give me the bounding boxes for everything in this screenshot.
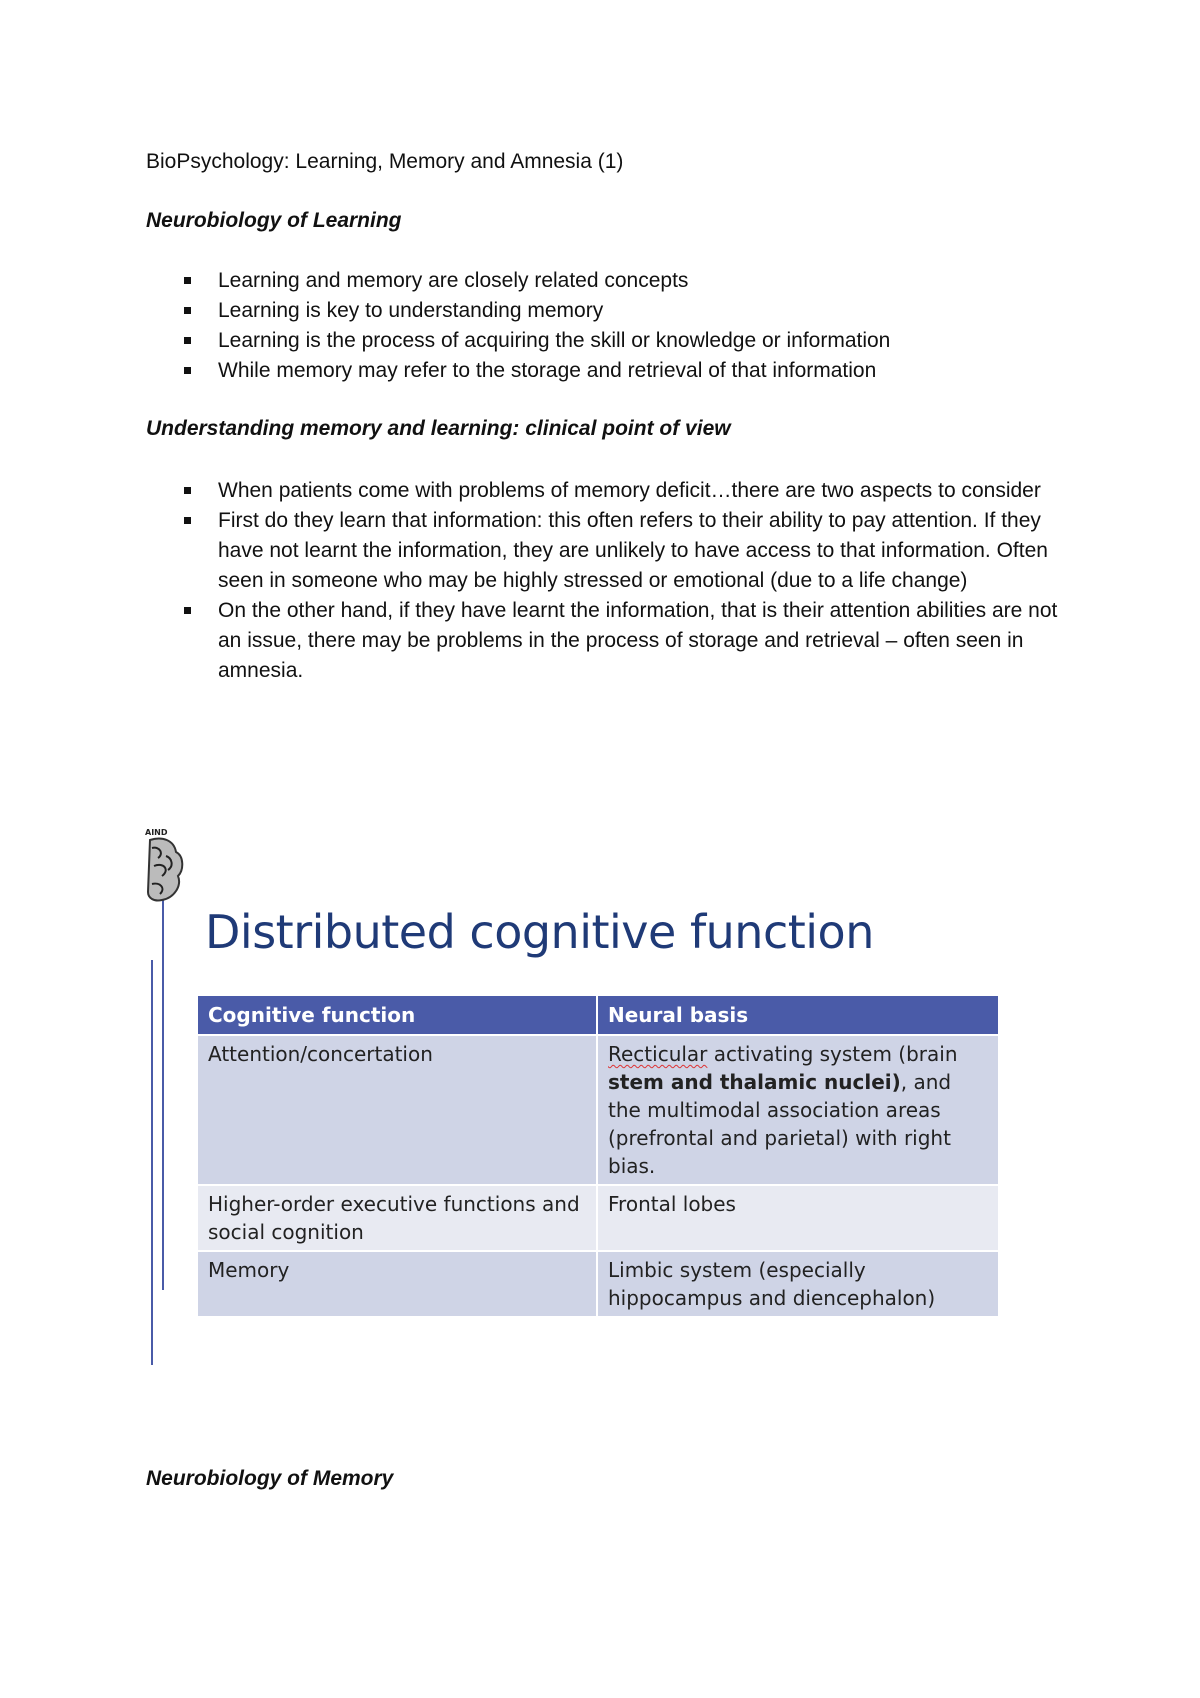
square-bullet-icon (184, 487, 191, 494)
square-bullet-icon (184, 607, 191, 614)
section-heading-learning: Neurobiology of Learning (146, 209, 402, 232)
table-row (197, 1035, 999, 1185)
table-cell: Higher-order executive functions and social cognition (197, 1185, 597, 1251)
table-row (197, 1185, 999, 1251)
list-item: Learning is the process of acquiring the skill or knowledge or information (146, 326, 1086, 356)
list-item: Learning and memory are closely related concepts (146, 266, 1086, 296)
svg-text:AIND: AIND (145, 828, 168, 837)
list-item: First do they learn that information: this often refers to their ability to pay attention. If they have not learnt the information, they are unlikely to have access to that information. Often seen in someone who may be highly stressed or emotional (due to a life change) (146, 506, 1086, 596)
square-bullet-icon (184, 337, 191, 344)
table-cell: Recticular activating system (brain stem and thalamic nuclei), and the multimodal association areas (prefrontal and parietal) with right bias. (597, 1035, 999, 1185)
cognitive-function-table (196, 994, 1000, 1318)
learning-bullet-list (146, 266, 1086, 386)
section-heading-memory: Neurobiology of Memory (146, 1467, 394, 1490)
table-row (197, 1251, 999, 1317)
square-bullet-icon (184, 277, 191, 284)
page-title: BioPsychology: Learning, Memory and Amnesia (1) (146, 150, 624, 173)
table-cell: Limbic system (especially hippocampus and diencephalon) (597, 1251, 999, 1317)
spellcheck-word: Recticular (608, 1042, 708, 1066)
table-cell: Attention/concertation (197, 1035, 597, 1185)
table-cell: Frontal lobes (597, 1185, 999, 1251)
list-item: Learning is key to understanding memory (146, 296, 1086, 326)
slide-accent-bar (151, 960, 153, 1365)
list-item: On the other hand, if they have learnt the information, that is their attention abilities are not an issue, there may be problems in the process of storage and retrieval – often seen in amnesia. (146, 596, 1086, 686)
section-heading-clinical: Understanding memory and learning: clinical point of view (146, 417, 731, 440)
list-item: When patients come with problems of memory deficit…there are two aspects to consider (146, 476, 1086, 506)
brain-logo-icon (144, 826, 186, 904)
slide-title: Distributed cognitive function (205, 905, 874, 959)
square-bullet-icon (184, 367, 191, 374)
slide-accent-bar (162, 900, 164, 1290)
table-header-row (197, 995, 999, 1035)
clinical-bullet-list (146, 476, 1086, 686)
table-cell: Memory (197, 1251, 597, 1317)
column-header: Neural basis (597, 995, 999, 1035)
list-item: While memory may refer to the storage and retrieval of that information (146, 356, 1086, 386)
square-bullet-icon (184, 517, 191, 524)
column-header: Cognitive function (197, 995, 597, 1035)
square-bullet-icon (184, 307, 191, 314)
